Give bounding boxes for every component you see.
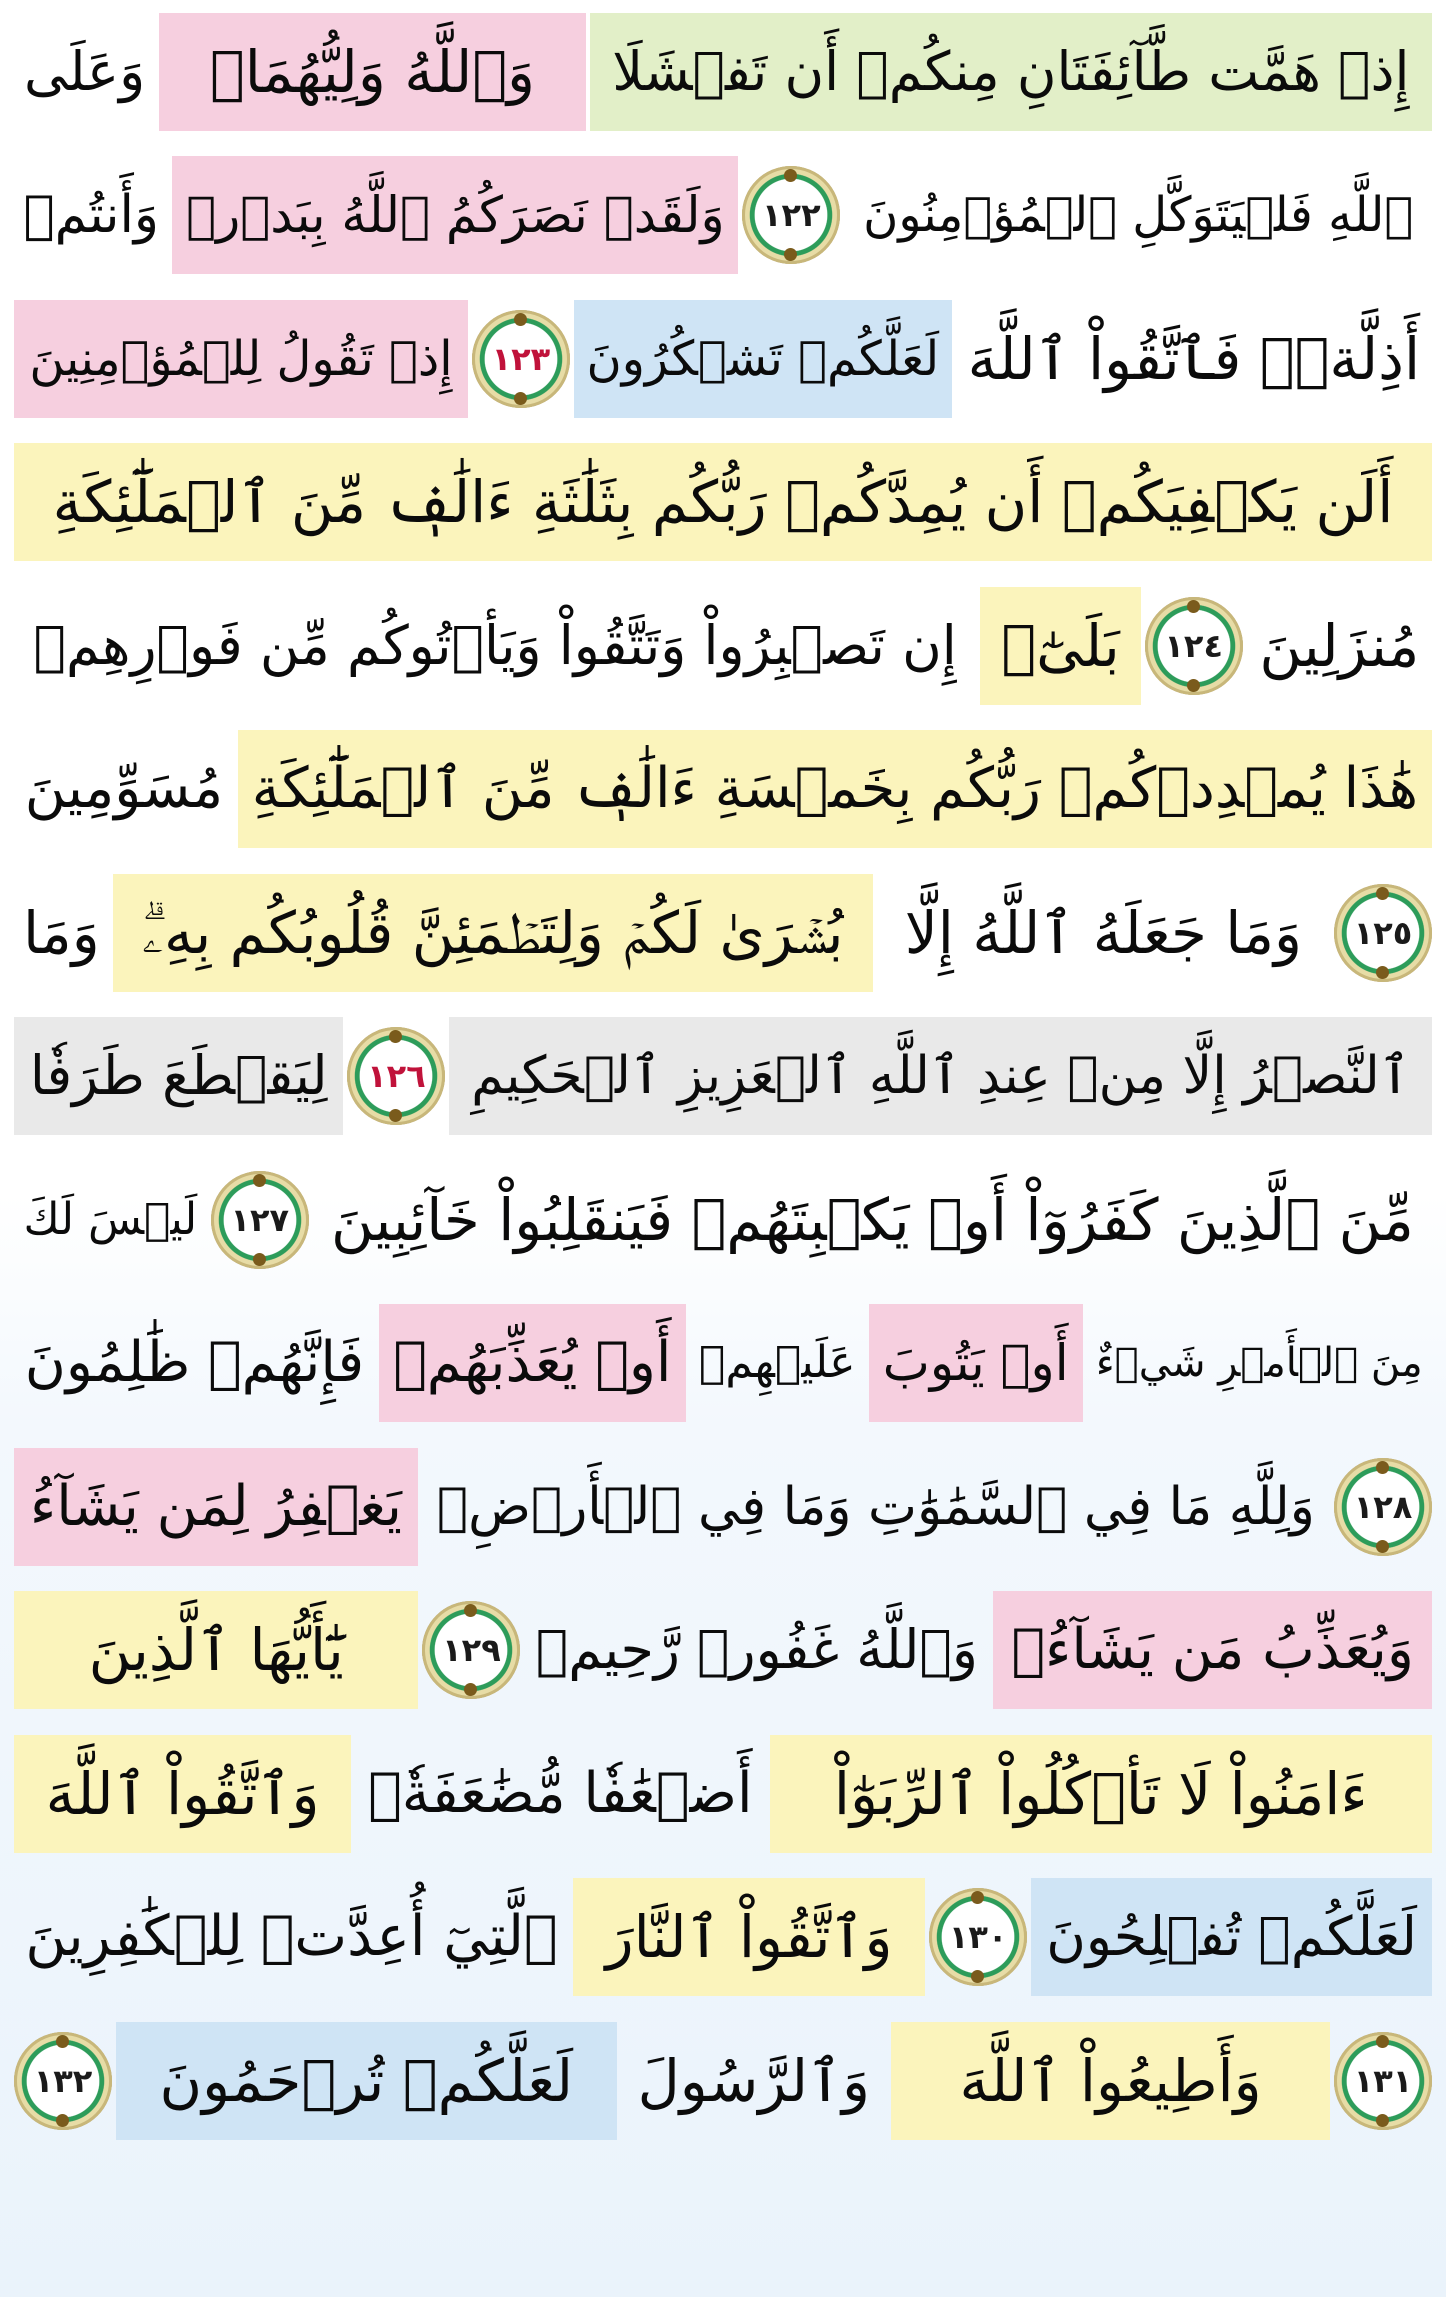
verse-line xyxy=(14,1005,1432,1149)
ayah-number: ١٢٢ xyxy=(762,196,821,235)
verse-text: وَٱللَّهُ غَفُورٞ رَّحِيمٞ xyxy=(535,1618,978,1682)
ayah-end-marker-icon xyxy=(422,1601,520,1699)
verse-line xyxy=(14,1579,1432,1723)
highlighted-phrase: بُشۡرَىٰ لَكُمۡ وَلِتَطۡمَئِنَّ قُلُوبُكُم بِهِۦۗ xyxy=(113,874,873,992)
ayah-end-marker-icon xyxy=(1334,884,1432,982)
ayah-marker-ornament xyxy=(56,2035,69,2048)
verse-text: مُسَوِّمِينَ xyxy=(24,756,224,822)
highlighted-phrase: يَٰٓأَيُّهَا ٱلَّذِينَ xyxy=(14,1591,418,1709)
highlighted-phrase: ٱلنَّصۡرُ إِلَّا مِنۡ عِندِ ٱللَّهِ ٱلۡعَزِيزِ ٱلۡحَكِيمِ xyxy=(449,1017,1432,1135)
highlighted-phrase: يَغۡفِرُ لِمَن يَشَآءُ xyxy=(14,1448,418,1566)
verse-text: وَمَا جَعَلَهُ ٱللَّهُ إِلَّا xyxy=(904,898,1303,967)
verse-line xyxy=(14,574,1432,718)
highlighted-phrase: بَلَىٰٓۚ xyxy=(980,587,1140,705)
highlighted-phrase: إِذۡ هَمَّت طَّآئِفَتَانِ مِنكُمۡ أَن تَفۡشَلَا xyxy=(590,13,1432,131)
ayah-end-marker-icon xyxy=(211,1171,309,1269)
ayah-end-marker-icon xyxy=(742,166,840,264)
ayah-end-marker-icon xyxy=(472,310,570,408)
verse-text: وَٱلرَّسُولَ xyxy=(637,2046,871,2115)
highlighted-phrase: وَلَقَدۡ نَصَرَكُمُ ٱللَّهُ بِبَدۡرٖ xyxy=(172,156,738,274)
ayah-marker-ornament xyxy=(1376,887,1389,900)
verse-text: وَلِلَّهِ مَا فِي ٱلسَّمَٰوَٰتِ وَمَا فِي ٱلۡأَرۡضِۚ xyxy=(436,1476,1315,1537)
ayah-number: ١٣٢ xyxy=(33,2061,93,2100)
verse-line xyxy=(14,718,1432,862)
ayah-marker-ornament xyxy=(1376,966,1389,979)
verse-text: مِّنَ ٱلَّذِينَ كَفَرُوٓاْ أَوۡ يَكۡبِتَهُمۡ فَيَنقَلِبُواْ خَآئِبِينَ xyxy=(330,1185,1414,1254)
ayah-marker-ornament xyxy=(514,313,527,326)
verse-text: إِن تَصۡبِرُواْ وَتَتَّقُواْ وَيَأۡتُوكُم مِّن فَوۡرِهِمۡ xyxy=(33,613,957,677)
verse-line xyxy=(14,2009,1432,2153)
ayah-end-marker-icon xyxy=(1334,1458,1432,1556)
highlighted-phrase: لَعَلَّكُمۡ تَشۡكُرُونَ xyxy=(574,300,952,418)
highlighted-phrase: لِيَقۡطَعَ طَرَفٗا xyxy=(14,1017,343,1135)
verse-text: عَلَيۡهِمۡ xyxy=(698,1337,856,1389)
verse-line xyxy=(14,861,1432,1005)
verse-text: أَذِلَّةٞۖ فَٱتَّقُواْ ٱللَّهَ xyxy=(967,324,1421,393)
ayah-number: ١٢٦ xyxy=(367,1057,426,1096)
ayah-end-marker-icon xyxy=(1145,597,1243,695)
ayah-number: ١٣٠ xyxy=(948,1918,1008,1957)
ayah-number: ١٣١ xyxy=(1353,2061,1413,2100)
verse-line xyxy=(14,1722,1432,1866)
ayah-marker-ornament xyxy=(1187,600,1200,613)
verse-text: فَإِنَّهُمۡ ظَٰلِمُونَ xyxy=(24,1330,365,1396)
ayah-marker-ornament xyxy=(253,1253,266,1266)
highlighted-phrase: لَعَلَّكُمۡ تُرۡحَمُونَ xyxy=(116,2022,617,2140)
verse-line xyxy=(14,431,1432,575)
verse-line xyxy=(14,1866,1432,2010)
ayah-end-marker-icon xyxy=(1334,2032,1432,2130)
highlighted-phrase: أَوۡ يُعَذِّبَهُمۡ xyxy=(379,1304,686,1422)
ayah-number: ١٢٣ xyxy=(491,339,551,378)
verse-line xyxy=(14,0,1432,144)
ayah-marker-ornament xyxy=(1187,679,1200,692)
ayah-number: ١٢٥ xyxy=(1353,913,1413,952)
highlighted-phrase: وَأَطِيعُواْ ٱللَّهَ xyxy=(891,2022,1330,2140)
highlighted-phrase: وَيُعَذِّبُ مَن يَشَآءُۚ xyxy=(993,1591,1432,1709)
verse-line xyxy=(14,1148,1432,1292)
highlighted-phrase: ءَامَنُواْ لَا تَأۡكُلُواْ ٱلرِّبَوٰٓاْ xyxy=(770,1735,1432,1853)
ayah-marker-ornament xyxy=(1376,2114,1389,2127)
verse-line xyxy=(14,1435,1432,1579)
highlighted-phrase: أَوۡ يَتُوبَ xyxy=(869,1304,1083,1422)
verse-text: وَأَنتُمۡ xyxy=(23,185,160,246)
highlighted-phrase: هَٰذَا يُمۡدِدۡكُمۡ رَبُّكُم بِخَمۡسَةِ ءَالَٰفٖ مِّنَ ٱلۡمَلَٰٓئِكَةِ xyxy=(238,730,1432,848)
verse-text: مُنزَلِينَ xyxy=(1259,611,1420,680)
verse-text: ٱلَّتِيٓ أُعِدَّتۡ لِلۡكَٰفِرِينَ xyxy=(25,1904,558,1970)
verse-line xyxy=(14,1292,1432,1436)
ayah-marker-ornament xyxy=(253,1174,266,1187)
ayah-end-marker-icon xyxy=(347,1027,445,1125)
highlighted-phrase: لَعَلَّكُمۡ تُفۡلِحُونَ xyxy=(1031,1878,1432,1996)
highlighted-phrase: وَٱللَّهُ وَلِيُّهُمَاۗ xyxy=(159,13,585,131)
ayah-number: ١٢٧ xyxy=(230,1200,290,1239)
verse-line xyxy=(14,144,1432,288)
verse-text: وَعَلَى xyxy=(24,39,146,103)
ayah-number: ١٢٤ xyxy=(1164,626,1223,665)
verse-line xyxy=(14,287,1432,431)
ayah-marker-ornament xyxy=(514,392,527,405)
ayah-end-marker-icon xyxy=(929,1888,1027,1986)
verse-text: وَمَا xyxy=(22,898,100,967)
verse-text: مِنَ ٱلۡأَمۡرِ شَيۡءٌ xyxy=(1095,1340,1423,1387)
ayah-marker-ornament xyxy=(1376,1540,1389,1553)
ayah-marker-ornament xyxy=(1376,2035,1389,2048)
verse-text: لَيۡسَ لَكَ xyxy=(23,1193,198,1245)
highlighted-phrase: إِذۡ تَقُولُ لِلۡمُؤۡمِنِينَ xyxy=(14,300,468,418)
highlighted-phrase: وَٱتَّقُواْ ٱللَّهَ xyxy=(14,1735,351,1853)
highlighted-phrase: أَلَن يَكۡفِيَكُمۡ أَن يُمِدَّكُمۡ رَبُّكُم بِثَلَٰثَةِ ءَالَٰفٖ مِّنَ ٱلۡمَلَٰٓئِكَةِ xyxy=(14,443,1432,561)
ayah-number: ١٢٩ xyxy=(442,1631,501,1670)
verse-text: ٱللَّهِ فَلۡيَتَوَكَّلِ ٱلۡمُؤۡمِنُونَ xyxy=(863,187,1414,244)
ayah-end-marker-icon xyxy=(14,2032,112,2130)
verse-text: أَضۡعَٰفٗا مُّضَٰعَفَةٗۖ xyxy=(368,1760,753,1826)
ayah-marker-ornament xyxy=(56,2114,69,2127)
highlighted-phrase: وَٱتَّقُواْ ٱلنَّارَ xyxy=(573,1878,925,1996)
ayah-marker-ornament xyxy=(1376,1461,1389,1474)
ayah-number: ١٢٨ xyxy=(1353,1487,1413,1526)
